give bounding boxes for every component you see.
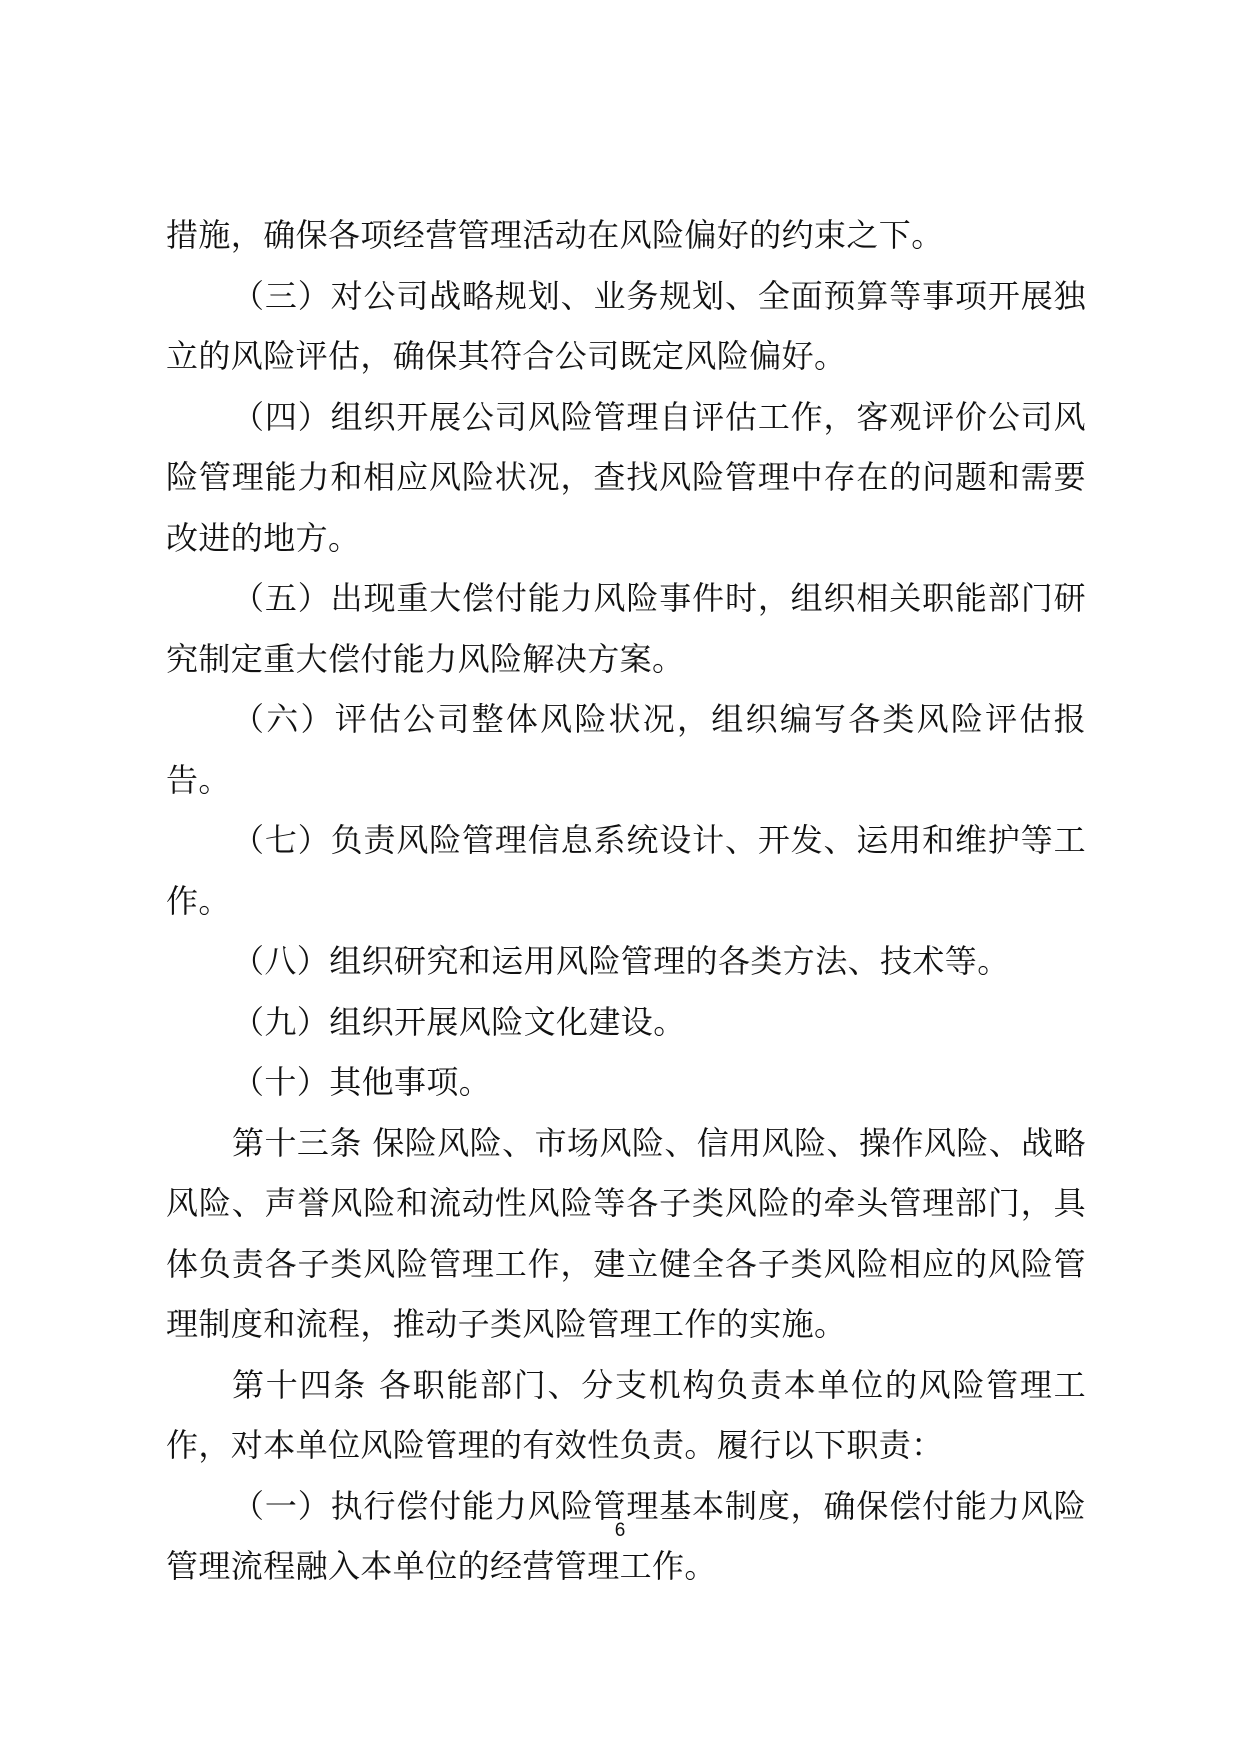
- page-number: 6: [614, 1520, 626, 1541]
- paragraph-item-5: （五）出现重大偿付能力风险事件时，组织相关职能部门研究制定重大偿付能力风险解决方案。: [166, 579, 1086, 678]
- article-14-item-1: （一）执行偿付能力风险管理基本制度，确保偿付能力风险管理流程融入本单位的经营管理工作。: [166, 1486, 1086, 1585]
- paragraph-item-3: （三）对公司战略规划、业务规划、全面预算等事项开展独立的风险评估，确保其符合公司既定风险偏好。: [166, 276, 1086, 375]
- paragraph-item-8: （八）组织研究和运用风险管理的各类方法、技术等。: [232, 942, 1010, 980]
- body-text: [166, 205, 1086, 1597]
- paragraph-item-4: （四）组织开展公司风险管理自评估工作，客观评价公司风险管理能力和相应风险状况，查找风险管理中存在的问题和需要改进的地方。: [166, 397, 1086, 557]
- paragraph-item-6: （六）评估公司整体风险状况，组织编写各类风险评估报告。: [166, 700, 1086, 799]
- article-13: 第十三条 保险风险、市场风险、信用风险、操作风险、战略风险、声誉风险和流动性风险等各子类风险的牵头管理部门，具体负责各子类风险管理工作，建立健全各子类风险相应的风险管理制度和流程，推动子类风险管理工作的实施。: [166, 1123, 1086, 1343]
- paragraph-continuation: 措施，确保各项经营管理活动在风险偏好的约束之下。: [166, 216, 944, 254]
- paragraph-item-7: （七）负责风险管理信息系统设计、开发、运用和维护等工作。: [166, 821, 1086, 920]
- article-14: 第十四条 各职能部门、分支机构负责本单位的风险管理工作，对本单位风险管理的有效性负责。履行以下职责：: [166, 1365, 1086, 1464]
- paragraph-item-9: （九）组织开展风险文化建设。: [232, 1002, 686, 1041]
- paragraph-item-10: （十）其他事项。: [232, 1063, 492, 1101]
